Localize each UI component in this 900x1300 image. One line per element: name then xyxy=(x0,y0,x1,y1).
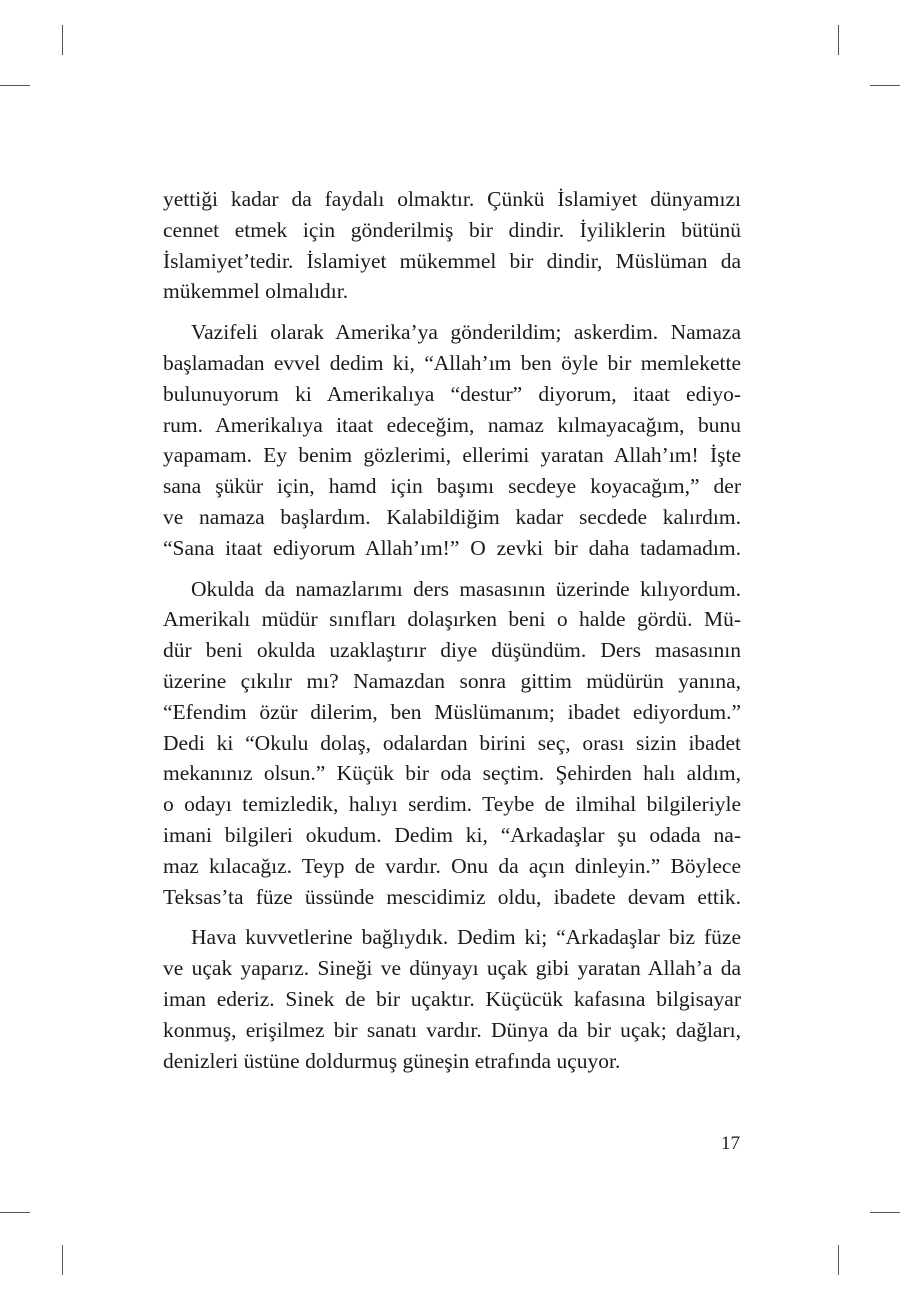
paragraph-2 xyxy=(163,317,741,563)
text-line: rum. Amerikalıya itaat edeceğim, namaz kılmayacağım, bunu xyxy=(163,412,741,437)
text-line: Amerikalı müdür sınıfları dolaşırken beni o halde gördü. Mü- xyxy=(163,607,741,632)
text-line: Vazifeli olarak Amerika’ya gönderildim; askerdim. Namaza xyxy=(191,320,741,345)
text-line: Teksas’ta füze üssünde mescidimiz oldu, ibadete devam ettik. xyxy=(163,884,741,909)
text-line: yapamam. Ey benim gözlerimi, ellerimi yaratan Allah’ım! İşte xyxy=(163,443,741,468)
text-line: İslamiyet’tedir. İslamiyet mükemmel bir dindir, Müslüman da xyxy=(163,248,741,273)
paragraph-3 xyxy=(163,574,741,913)
text-line: dür beni okulda uzaklaştırır diye düşündüm. Ders masasının xyxy=(163,638,741,663)
crop-mark-bottom-left-horizontal xyxy=(0,1212,30,1213)
text-line: maz kılacağız. Teyp de vardır. Onu da açın dinleyin.” Böylece xyxy=(163,853,741,878)
text-line: konmuş, erişilmez bir sanatı vardır. Dünya da bir uçak; dağları, xyxy=(163,1017,741,1042)
text-line: ve namaza başlardım. Kalabildiğim kadar secdede kalırdım. xyxy=(163,504,741,529)
text-line: iman ederiz. Sinek de bir uçaktır. Küçücük kafasına bilgisayar xyxy=(163,986,741,1011)
text-line: Okulda da namazlarımı ders masasının üzerinde kılıyordum. xyxy=(191,576,741,601)
crop-mark-top-left-vertical xyxy=(62,25,63,55)
text-line: başlamadan evvel dedim ki, “Allah’ım ben öyle bir memlekette xyxy=(163,350,741,375)
text-line: denizleri üstüne doldurmuş güneşin etrafında uçuyor. xyxy=(163,1048,621,1073)
crop-mark-bottom-right-vertical xyxy=(838,1245,839,1275)
crop-mark-top-right-vertical xyxy=(838,25,839,55)
crop-mark-top-left-horizontal xyxy=(0,85,30,86)
crop-mark-top-right-horizontal xyxy=(870,85,900,86)
text-line: üzerine çıkılır mı? Namazdan sonra gittim müdürün yanına, xyxy=(163,668,741,693)
text-line: sana şükür için, hamd için başımı secdeye koyacağım,” der xyxy=(163,474,741,499)
text-line: imani bilgileri okudum. Dedim ki, “Arkadaşlar şu odada na- xyxy=(163,822,741,847)
text-line: mekanınız olsun.” Küçük bir oda seçtim. Şehirden halı aldım, xyxy=(163,761,741,786)
body-text xyxy=(163,184,741,1076)
text-line: mükemmel olmalıdır. xyxy=(163,279,349,304)
text-line: Hava kuvvetlerine bağlıydık. Dedim ki; “Arkadaşlar biz füze xyxy=(191,925,741,950)
text-line: cennet etmek için gönderilmiş bir dindir. İyiliklerin bütünü xyxy=(163,217,741,242)
crop-mark-bottom-right-horizontal xyxy=(870,1212,900,1213)
text-line: bulunuyorum ki Amerikalıya “destur” diyorum, itaat ediyo- xyxy=(163,381,741,406)
text-line: ve uçak yaparız. Sineği ve dünyayı uçak gibi yaratan Allah’a da xyxy=(163,956,741,981)
text-line: o odayı temizledik, halıyı serdim. Teybe de ilmihal bilgileriyle xyxy=(163,792,741,817)
paragraph-4 xyxy=(163,922,741,1076)
page-number: 17 xyxy=(721,1133,740,1154)
text-line: yettiği kadar da faydalı olmaktır. Çünkü İslamiyet dünyamızı xyxy=(163,187,741,211)
text-line: “Sana itaat ediyorum Allah’ım!” O zevki bir daha tadamadım. xyxy=(163,535,741,560)
text-line: Dedi ki “Okulu dolaş, odalardan birini seç, orası sizin ibadet xyxy=(163,730,741,755)
paragraph-1 xyxy=(163,184,741,307)
text-line: “Efendim özür dilerim, ben Müslümanım; ibadet ediyordum.” xyxy=(163,699,741,724)
crop-mark-bottom-left-vertical xyxy=(62,1245,63,1275)
